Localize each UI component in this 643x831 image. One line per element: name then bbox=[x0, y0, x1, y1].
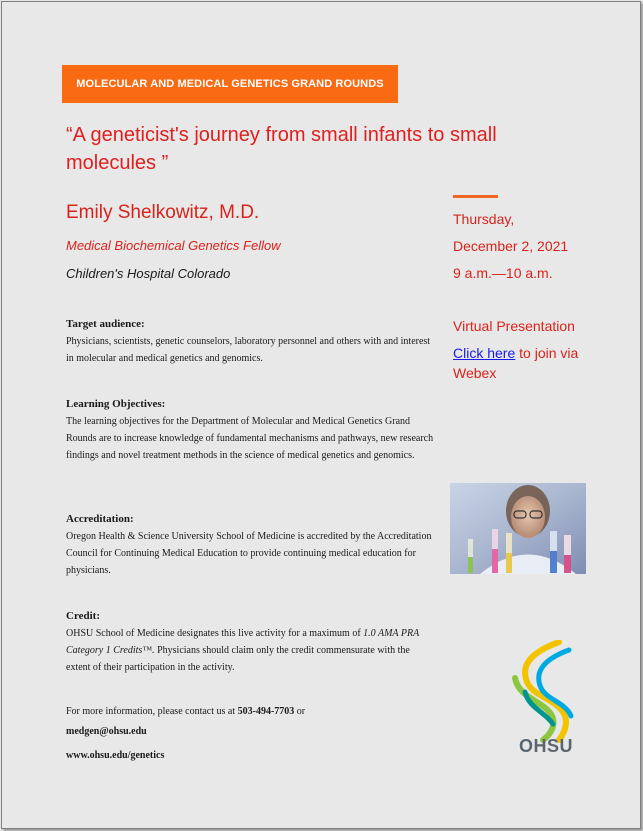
speaker-institution: Children's Hospital Colorado bbox=[66, 266, 231, 281]
webex-link[interactable]: Click here bbox=[453, 345, 516, 361]
accent-divider bbox=[453, 195, 498, 198]
series-banner: MOLECULAR AND MEDICAL GENETICS GRAND ROUNDS bbox=[62, 65, 398, 103]
contact-email-line bbox=[66, 722, 446, 742]
speaker-name: Emily Shelkowitz, M.D. bbox=[66, 202, 260, 223]
scientist-photo bbox=[450, 483, 586, 574]
credit-body-prefix: OHSU School of Medicine designates this live activity for a maximum of bbox=[66, 628, 364, 639]
contact-or: or bbox=[294, 706, 306, 717]
webex-link-suffix: to join via Webex bbox=[453, 345, 579, 381]
section-body: Oregon Health & Science University School of Medicine is accredited by the Accreditation Council for Continuing Medical Education to provide continuing medical education for physicians. bbox=[66, 531, 432, 576]
section-body: The learning objectives for the Department of Molecular and Medical Genetics Grand Rounds are to increase knowledge of fundamental mechanisms and pathways, new research findings and novel treatment methods in the science of medical genetics and genomics. bbox=[66, 416, 434, 461]
section-heading: Learning Objectives: bbox=[66, 398, 166, 410]
ohsu-logo-text: OHSU bbox=[518, 736, 573, 756]
section-body: Physicians, scientists, genetic counselors, laboratory personnel and others with and interest in molecular and medical genetics and genomics. bbox=[66, 336, 431, 364]
section-heading: Credit: bbox=[66, 610, 101, 622]
section-body bbox=[66, 625, 436, 676]
contact-website-line bbox=[66, 746, 446, 766]
section-target-audience bbox=[66, 317, 436, 367]
section-credit bbox=[66, 609, 436, 676]
contact-intro: For more information, please contact us at bbox=[66, 706, 238, 717]
section-accreditation bbox=[66, 512, 436, 579]
event-time: 9 a.m.—10 a.m. bbox=[453, 265, 553, 281]
section-heading: Accreditation: bbox=[66, 513, 134, 525]
contact-phone: 503-494-7703 bbox=[237, 706, 295, 717]
event-date: December 2, 2021 bbox=[453, 238, 569, 254]
talk-title: “A geneticist's journey from small infants to small molecules ” bbox=[66, 124, 497, 174]
event-day: Thursday, bbox=[453, 211, 515, 227]
webex-join bbox=[453, 343, 613, 383]
section-heading: Target audience: bbox=[66, 318, 145, 330]
section-learning-objectives bbox=[66, 397, 436, 464]
scientist-photo-image bbox=[450, 483, 586, 574]
speaker-role: Medical Biochemical Genetics Fellow bbox=[66, 238, 281, 253]
contact-email: medgen@ohsu.edu bbox=[66, 726, 147, 737]
event-format: Virtual Presentation bbox=[453, 318, 575, 334]
contact-line bbox=[66, 702, 446, 722]
credit-body-italic: 1.0 AMA PRA Category 1 Credits™. bbox=[66, 628, 420, 656]
contact-website: www.ohsu.edu/genetics bbox=[66, 750, 165, 761]
credit-body-suffix: Physicians should claim only the credit commensurate with the extent of their participation in the activity. bbox=[66, 645, 410, 673]
